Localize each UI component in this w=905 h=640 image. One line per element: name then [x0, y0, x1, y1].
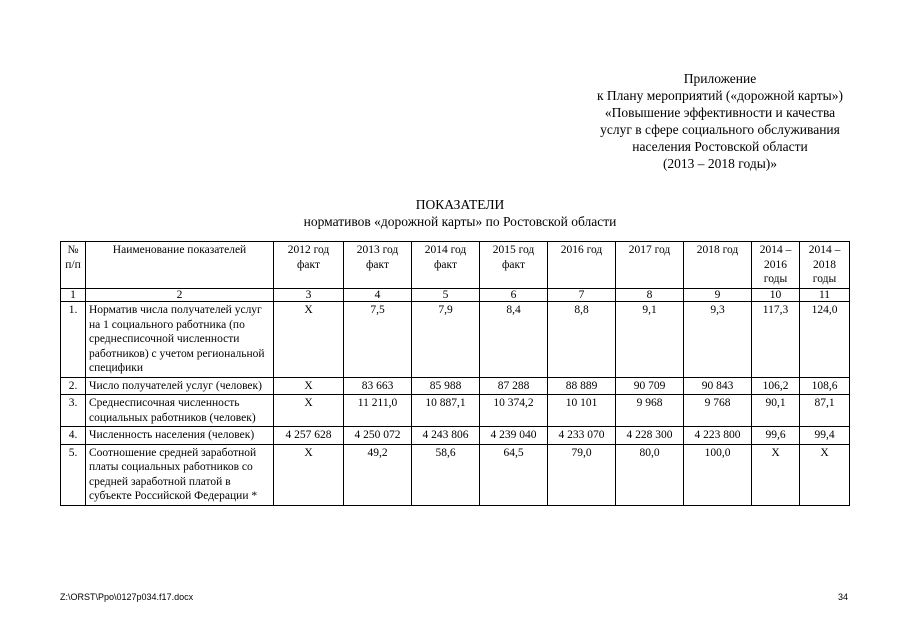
value-cell: 83 663	[344, 377, 412, 395]
header-cell: 2017 год	[616, 242, 684, 289]
value-cell: 9 768	[684, 395, 752, 427]
column-number: 11	[800, 289, 850, 302]
document-subtitle: нормативов «дорожной карты» по Ростовской области	[303, 214, 617, 229]
column-number: 4	[344, 289, 412, 302]
value-cell: 90,1	[752, 395, 800, 427]
column-number: 6	[480, 289, 548, 302]
header-cell: 2015 год факт	[480, 242, 548, 289]
indicator-name-cell: Соотношение средней заработной платы социальных работников со средней заработной платой в субъекте Российской Федерации *	[86, 444, 274, 505]
value-cell: Х	[274, 444, 344, 505]
value-cell: 11 211,0	[344, 395, 412, 427]
value-cell: 124,0	[800, 302, 850, 378]
indicator-name-cell: Число получателей услуг (человек)	[86, 377, 274, 395]
row-number-cell: 1.	[61, 302, 86, 378]
appendix-line: Приложение	[683, 71, 757, 86]
appendix-line: (2013 – 2018 годы)»	[662, 156, 778, 171]
header-cell: 2014 год факт	[412, 242, 480, 289]
column-number: 3	[274, 289, 344, 302]
value-cell: 58,6	[412, 444, 480, 505]
value-cell: 4 228 300	[616, 427, 684, 445]
row-number-cell: 2.	[61, 377, 86, 395]
indicator-name-cell: Численность населения (человек)	[86, 427, 274, 445]
appendix-block	[500, 70, 905, 172]
value-cell: 4 250 072	[344, 427, 412, 445]
value-cell: 4 239 040	[480, 427, 548, 445]
header-cell: № п/п	[61, 242, 86, 289]
value-cell: 79,0	[548, 444, 616, 505]
value-cell: 64,5	[480, 444, 548, 505]
column-number: 5	[412, 289, 480, 302]
value-cell: 87,1	[800, 395, 850, 427]
value-cell: 106,2	[752, 377, 800, 395]
value-cell: 80,0	[616, 444, 684, 505]
value-cell: 8,4	[480, 302, 548, 378]
table-row	[61, 377, 850, 395]
value-cell: 8,8	[548, 302, 616, 378]
value-cell: 9 968	[616, 395, 684, 427]
value-cell: Х	[274, 302, 344, 378]
value-cell: 108,6	[800, 377, 850, 395]
value-cell: Х	[800, 444, 850, 505]
header-cell: 2014 – 2018 годы	[800, 242, 850, 289]
value-cell: 7,5	[344, 302, 412, 378]
file-path: Z:\ORST\Ppo\0127p034.f17.docx	[60, 592, 194, 602]
value-cell: Х	[274, 377, 344, 395]
value-cell: 9,1	[616, 302, 684, 378]
column-number: 10	[752, 289, 800, 302]
value-cell: 4 233 070	[548, 427, 616, 445]
row-number-cell: 5.	[61, 444, 86, 505]
column-number: 1	[61, 289, 86, 302]
table-header-row	[61, 242, 850, 289]
row-number-cell: 4.	[61, 427, 86, 445]
value-cell: Х	[752, 444, 800, 505]
value-cell: 49,2	[344, 444, 412, 505]
value-cell: 7,9	[412, 302, 480, 378]
value-cell: 117,3	[752, 302, 800, 378]
value-cell: 90 709	[616, 377, 684, 395]
appendix-line: «Повышение эффективности и качества	[604, 105, 836, 120]
value-cell: 10 887,1	[412, 395, 480, 427]
indicator-name-cell: Норматив числа получателей услуг на 1 социального работника (по среднесписочной численности работников) с учетом региональной специфики	[86, 302, 274, 378]
column-number: 7	[548, 289, 616, 302]
value-cell: Х	[274, 395, 344, 427]
appendix-line: к Плану мероприятий («дорожной карты»)	[597, 88, 843, 103]
header-cell: 2013 год факт	[344, 242, 412, 289]
appendix-line: услуг в сфере социального обслуживания	[600, 122, 840, 137]
column-number: 9	[684, 289, 752, 302]
table-row	[61, 427, 850, 445]
value-cell: 100,0	[684, 444, 752, 505]
value-cell: 4 257 628	[274, 427, 344, 445]
appendix-line: населения Ростовской области	[632, 139, 808, 154]
value-cell: 10 374,2	[480, 395, 548, 427]
column-number: 2	[86, 289, 274, 302]
header-cell: 2016 год	[548, 242, 616, 289]
value-cell: 4 243 806	[412, 427, 480, 445]
row-number-cell: 3.	[61, 395, 86, 427]
table-row	[61, 302, 850, 378]
value-cell: 85 988	[412, 377, 480, 395]
document-title: ПОКАЗАТЕЛИ	[415, 197, 505, 212]
value-cell: 9,3	[684, 302, 752, 378]
value-cell: 87 288	[480, 377, 548, 395]
header-cell: 2012 год факт	[274, 242, 344, 289]
value-cell: 88 889	[548, 377, 616, 395]
header-cell: Наименование показателей	[86, 242, 274, 289]
document-heading	[220, 196, 700, 230]
column-number-row	[61, 289, 850, 302]
indicators-table	[60, 241, 850, 506]
value-cell: 99,6	[752, 427, 800, 445]
page-number: 34	[837, 592, 848, 602]
header-cell: 2014 – 2016 годы	[752, 242, 800, 289]
column-number: 8	[616, 289, 684, 302]
value-cell: 99,4	[800, 427, 850, 445]
value-cell: 10 101	[548, 395, 616, 427]
table-row	[61, 395, 850, 427]
header-cell: 2018 год	[684, 242, 752, 289]
indicator-name-cell: Среднесписочная численность социальных работников (человек)	[86, 395, 274, 427]
table-row	[61, 444, 850, 505]
value-cell: 4 223 800	[684, 427, 752, 445]
value-cell: 90 843	[684, 377, 752, 395]
